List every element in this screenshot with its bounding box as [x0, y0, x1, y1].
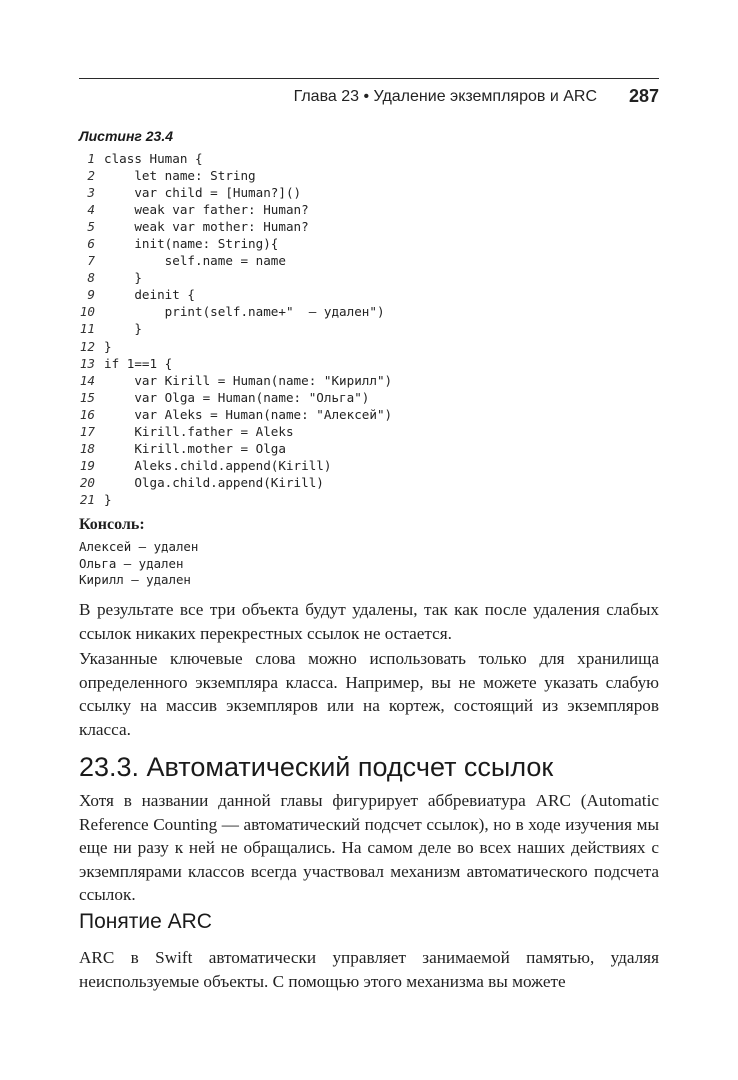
- line-number: 16: [79, 406, 95, 422]
- running-title: Глава 23 • Удаление экземпляров и ARC: [293, 88, 597, 105]
- console-line: Алексей — удален: [79, 539, 199, 554]
- code-line: [79, 269, 669, 286]
- code-line: [79, 389, 669, 406]
- code-line: [79, 406, 669, 423]
- code-line: [79, 320, 669, 337]
- code-text: init(name: String){: [104, 236, 279, 252]
- code-text: }: [104, 338, 112, 354]
- code-text: weak var mother: Human?: [104, 219, 309, 235]
- console-line: Ольга — удален: [79, 555, 184, 571]
- paragraph-arc-swift: ARC в Swift автоматически управляет занимаемой памятью, удаляя неиспользуемые объекты. С помощью этого механизма вы можете: [79, 948, 659, 991]
- code-text: }: [104, 270, 142, 286]
- line-number: 3: [87, 185, 95, 201]
- code-text: print(self.name+" — удален"): [104, 304, 385, 320]
- code-line: [79, 491, 669, 508]
- code-line: [79, 252, 669, 269]
- line-number: 17: [79, 423, 95, 439]
- code-line: [79, 201, 669, 218]
- code-line: [79, 338, 669, 355]
- code-text: let name: String: [104, 168, 256, 184]
- code-line: [79, 286, 669, 303]
- code-text: Olga.child.append(Kirill): [104, 474, 324, 490]
- page-number: 287: [628, 86, 659, 106]
- code-line: [79, 423, 669, 440]
- code-line: [79, 440, 669, 457]
- console-output: [79, 539, 198, 589]
- code-listing: [79, 150, 669, 508]
- code-text: self.name = name: [104, 253, 286, 269]
- line-number: 7: [87, 253, 95, 269]
- subheading-arc: Понятие ARC: [79, 910, 212, 933]
- line-number: 2: [87, 168, 95, 184]
- code-text: weak var father: Human?: [104, 202, 309, 218]
- code-line: [79, 218, 669, 235]
- code-line: [79, 457, 669, 474]
- code-line: [79, 355, 669, 372]
- code-text: var Aleks = Human(name: "Алексей"): [104, 406, 393, 422]
- code-text: }: [104, 321, 142, 337]
- code-text: var child = [Human?](): [104, 185, 302, 201]
- section-heading: 23.3. Автоматический подсчет ссылок: [79, 752, 554, 782]
- line-number: 20: [79, 474, 95, 490]
- line-number: 19: [79, 457, 95, 473]
- code-text: Aleks.child.append(Kirill): [104, 457, 332, 473]
- line-number: 8: [87, 270, 95, 286]
- code-text: var Kirill = Human(name: "Кирилл"): [104, 372, 393, 388]
- code-text: Kirill.father = Aleks: [104, 423, 294, 439]
- line-number: 6: [87, 236, 95, 252]
- line-number: 15: [79, 389, 95, 405]
- line-number: 14: [79, 372, 95, 388]
- console-line: Кирилл — удален: [79, 572, 191, 587]
- paragraph-result: В результате все три объекта будут удалены, так как после удаления слабых ссылок никаких перекрестных ссылок не остается.: [79, 600, 659, 643]
- code-line: [79, 150, 669, 167]
- line-number: 9: [87, 287, 95, 303]
- line-number: 18: [79, 440, 95, 456]
- code-line: [79, 303, 669, 320]
- header-rule: [79, 78, 659, 79]
- paragraph-keywords: Указанные ключевые слова можно использовать только для хранилища определенного экземпляра класса. Например, вы не можете указать слабую ссылку на массив экземпляров или на кортеж, состоящий из экземпляров класса.: [79, 649, 659, 739]
- code-line: [79, 372, 669, 389]
- code-line: [79, 167, 669, 184]
- paragraph-arc-intro: Хотя в названии данной главы фигурирует аббревиатура ARC (Automatic Reference Counting — автоматический подсчет ссылок), но в ходе изучения мы еще ни разу к ней не обращались. На самом деле во всех наших действиях с экземплярами классов всегда участвовал механизм автоматического подсчета ссылок.: [79, 791, 659, 904]
- line-number: 4: [87, 202, 95, 218]
- code-text: var Olga = Human(name: "Ольга"): [104, 389, 370, 405]
- code-text: }: [104, 491, 112, 507]
- line-number: 5: [87, 219, 95, 235]
- code-text: class Human {: [104, 151, 203, 166]
- line-number: 12: [79, 338, 95, 354]
- line-number: 1: [87, 151, 95, 166]
- line-number: 11: [79, 321, 95, 337]
- console-label: Консоль:: [79, 516, 145, 533]
- code-line: [79, 184, 669, 201]
- code-line: [79, 235, 669, 252]
- code-line: [79, 474, 669, 491]
- line-number: 13: [79, 355, 95, 371]
- running-header: [79, 84, 659, 110]
- code-text: deinit {: [104, 287, 195, 303]
- listing-title: Листинг 23.4: [79, 128, 174, 144]
- line-number: 10: [79, 304, 95, 320]
- code-text: Kirill.mother = Olga: [104, 440, 286, 456]
- line-number: 21: [79, 491, 95, 507]
- code-text: if 1==1 {: [104, 355, 173, 371]
